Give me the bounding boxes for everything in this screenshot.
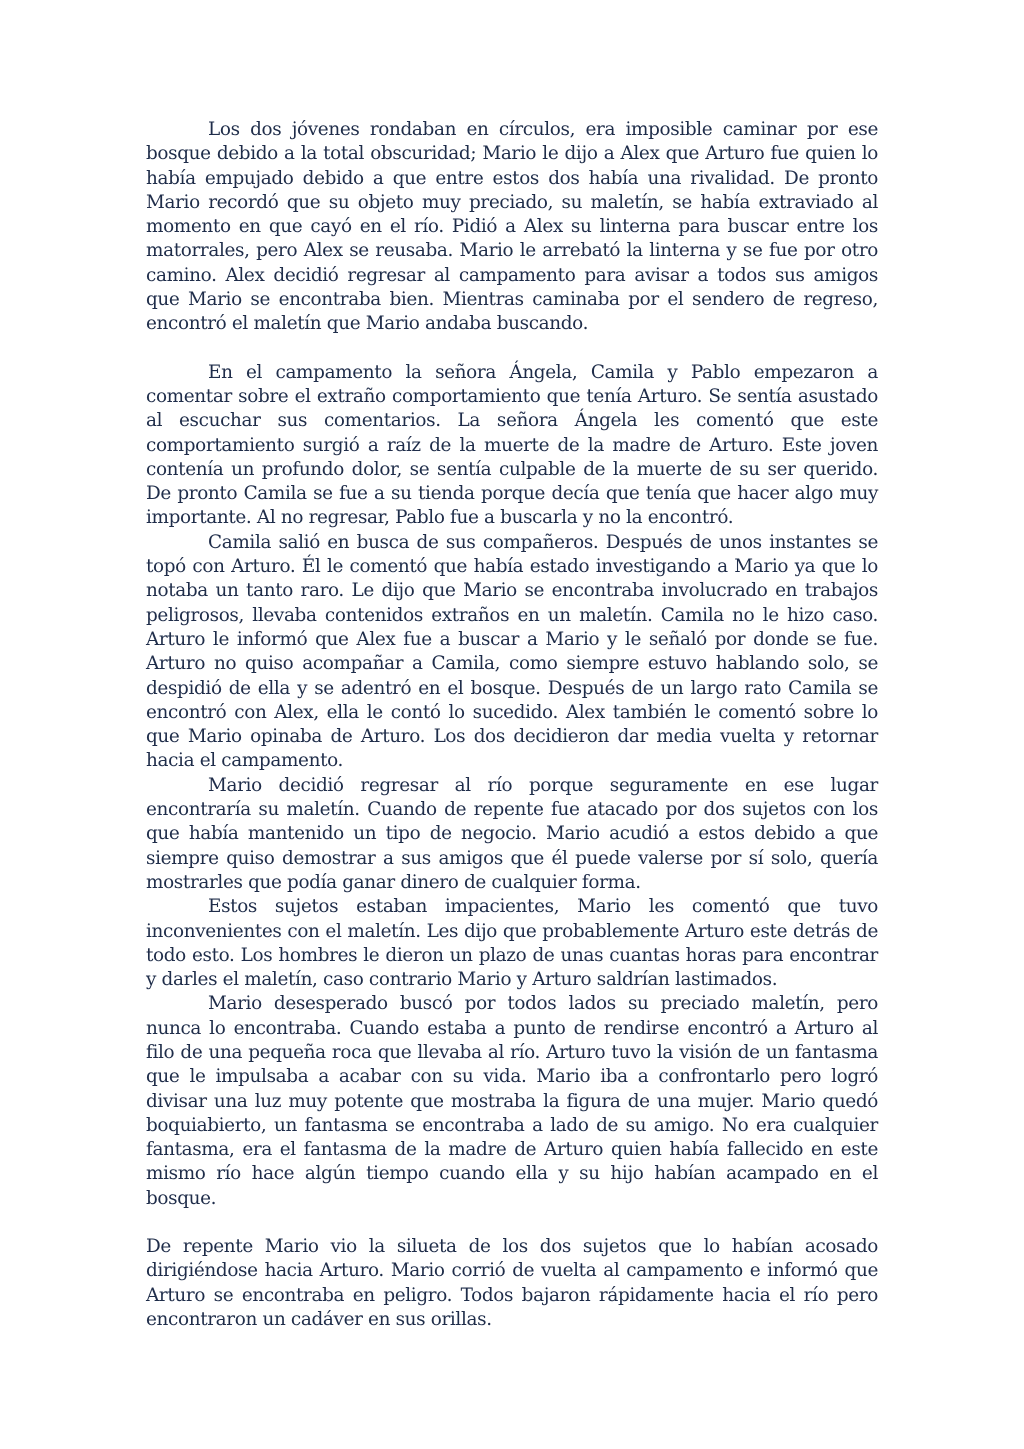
paragraph-6: Mario desesperado buscó por todos lados su preciado maletín, pero nunca lo encontraba. Cuando estaba a punto de rendirse encontró a Arturo al filo de una pequeña roca que llevaba al río. Arturo tuvo la visión de un fantasma que le impulsaba a acabar con su vida. Mario iba a confrontarlo pero logró divisar una luz muy potente que mostraba la figura de una mujer. Mario quedó boquiabierto, un fantasma se encontraba a lado de su amigo. No era cualquier fantasma, era el fantasma de la madre de Arturo quien había fallecido en este mismo río hace algún tiempo cuando ella y su hijo habían acampado en el bosque.	[146, 993, 878, 1209]
paragraph-4: Mario decidió regresar al río porque seguramente en ese lugar encontraría su maletín. Cuando de repente fue atacado por dos sujetos con los que había mantenido un tipo de negocio. Mario acudió a estos debido a que siempre quiso demostrar a sus amigos que él puede valerse por sí solo, quería mostrarles que podía ganar dinero de cualquier forma.	[146, 774, 878, 893]
paragraph-1: Los dos jóvenes rondaban en círculos, era imposible caminar por ese bosque debido a la total obscuridad; Mario le dijo a Alex que Arturo fue quien lo había empujado debido a que entre estos dos había una rivalidad. De pronto Mario recordó que su objeto muy preciado, su maletín, se había extraviado al momento en que cayó en el río. Pidió a Alex su linterna para buscar entre los matorrales, pero Alex se reusaba. Mario le arrebató la linterna y se fue por otro camino. Alex decidió regresar al campamento para avisar a todos sus amigos que Mario se encontraba bien. Mientras caminaba por el sendero de regreso, encontró el maletín que Mario andaba buscando.	[146, 119, 878, 335]
paragraph-2: En el campamento la señora Ángela, Camila y Pablo empezaron a comentar sobre el extraño comportamiento que tenía Arturo. Se sentía asustado al escuchar sus comentarios. La señora Ángela les comentó que este comportamiento surgió a raíz de la muerte de la madre de Arturo. Este joven contenía un profundo dolor, se sentía culpable de la muerte de su ser querido. De pronto Camila se fue a su tienda porque decía que tenía que hacer algo muy importante. Al no regresar, Pablo fue a buscarla y no la encontró.	[146, 361, 878, 529]
paragraph-5: Estos sujetos estaban impacientes, Mario les comentó que tuvo inconvenientes con el maletín. Les dijo que probablemente Arturo este detrás de todo esto. Los hombres le dieron un plazo de unas cuantas horas para encontrar y darles el maletín, caso contrario Mario y Arturo saldrían lastimados.	[146, 896, 878, 991]
document-page	[146, 118, 878, 1332]
paragraph-7: De repente Mario vio la silueta de los dos sujetos que lo habían acosado dirigiéndose hacia Arturo. Mario corrió de vuelta al campamento e informó que Arturo se encontraba en peligro. Todos bajaron rápidamente hacia el río pero encontraron un cadáver en sus orillas.	[146, 1236, 878, 1330]
paragraph-3: Camila salió en busca de sus compañeros. Después de unos instantes se topó con Arturo. Él le comentó que había estado investigando a Mario ya que lo notaba un tanto raro. Le dijo que Mario se encontraba involucrado en trabajos peligrosos, llevaba contenidos extraños en un maletín. Camila no le hizo caso. Arturo le informó que Alex fue a buscar a Mario y le señaló por donde se fue. Arturo no quiso acompañar a Camila, como siempre estuvo hablando solo, se despidió de ella y se adentró en el bosque. Después de un largo rato Camila se encontró con Alex, ella le contó lo sucedido. Alex también le comentó sobre lo que Mario opinaba de Arturo. Los dos decidieron dar media vuelta y retornar hacia el campamento.	[146, 531, 878, 772]
